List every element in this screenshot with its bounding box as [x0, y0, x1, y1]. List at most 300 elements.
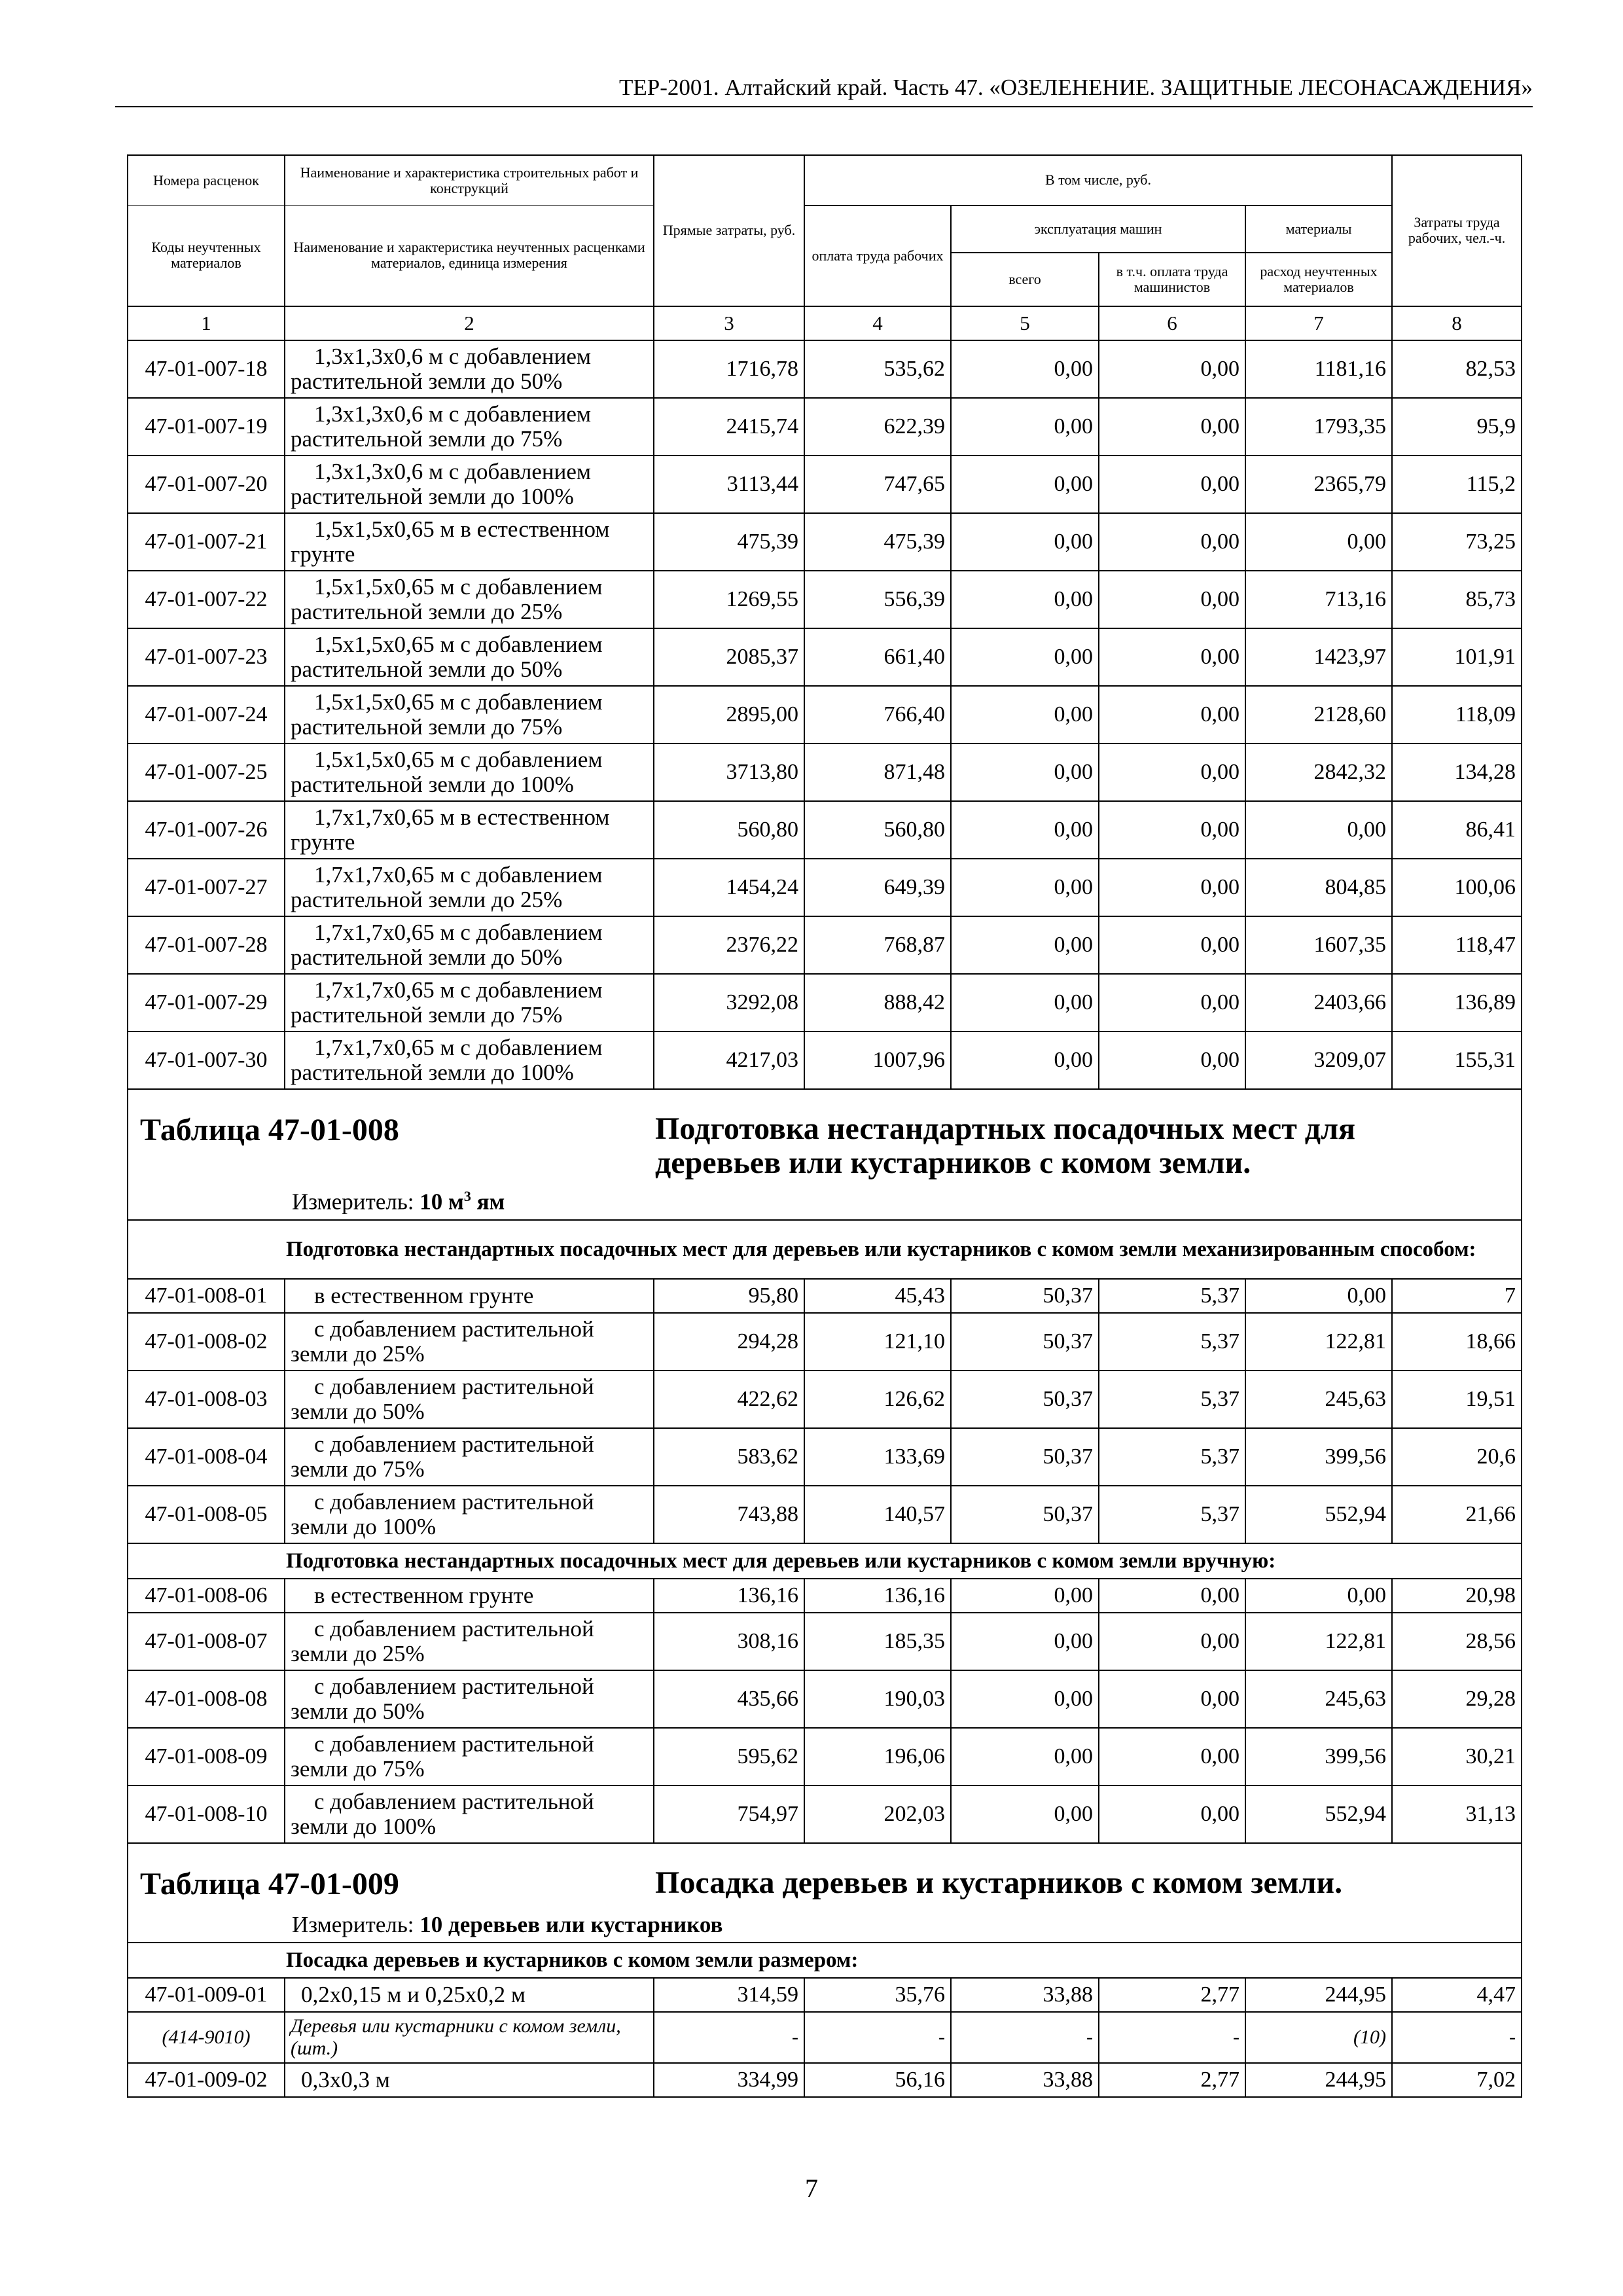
value-cell: 0,00	[951, 801, 1099, 859]
work-name	[285, 571, 654, 628]
value-cell: 121,10	[804, 1313, 951, 1371]
value-cell: 308,16	[654, 1613, 804, 1670]
table-row	[128, 1371, 1522, 1428]
value-cell: 0,00	[951, 974, 1099, 1031]
head-material-names: Наименование и характеристика неучтенных расценками материалов, единица измерения	[285, 206, 654, 306]
value-cell: 399,56	[1245, 1428, 1392, 1486]
work-name-line: 1,7x1,7x0,65 м в естественном	[314, 804, 610, 830]
table-section-header	[128, 1089, 1522, 1220]
rate-code: 47-01-009-02	[128, 2063, 285, 2097]
work-name-line: растительной земли до 25%	[291, 598, 563, 624]
head-direct-costs: Прямые затраты, руб.	[654, 155, 804, 306]
table-description: Посадка деревьев и кустарников с комом земли.	[655, 1865, 1343, 1900]
value-cell: 747,65	[804, 456, 951, 513]
value-cell: 661,40	[804, 628, 951, 686]
work-name-line: земли до 100%	[291, 1813, 437, 1839]
rate-code: 47-01-007-27	[128, 859, 285, 916]
head-machines-total: всего	[951, 253, 1099, 306]
rate-code: 47-01-007-29	[128, 974, 285, 1031]
head-materials: материалы	[1245, 206, 1392, 253]
value-cell: 552,94	[1245, 1486, 1392, 1543]
head-material-codes: Коды неучтенных материалов	[128, 206, 285, 306]
rate-code: 47-01-008-08	[128, 1670, 285, 1728]
work-name-line: земли до 50%	[291, 1698, 425, 1724]
table-row	[128, 340, 1522, 398]
value-cell: 556,39	[804, 571, 951, 628]
table-row	[128, 398, 1522, 456]
work-name-line: растительной земли до 75%	[291, 713, 563, 740]
table-row	[128, 1978, 1522, 2012]
subheading-spacer	[128, 1220, 285, 1279]
work-name	[285, 686, 654, 744]
value-cell: 85,73	[1392, 571, 1522, 628]
measure	[292, 1912, 722, 1938]
measure-label: Измеритель:	[292, 1911, 414, 1937]
value-cell: 136,16	[654, 1579, 804, 1613]
work-name-line: грунте	[291, 829, 355, 855]
work-name-line: с добавлением растительной	[314, 1488, 594, 1515]
value-cell: 122,81	[1245, 1613, 1392, 1670]
value-cell: 140,57	[804, 1486, 951, 1543]
value-cell: 0,00	[951, 916, 1099, 974]
value-cell: 202,03	[804, 1785, 951, 1843]
column-index: 3	[654, 306, 804, 340]
table-row	[128, 2063, 1522, 2097]
value-cell: 196,06	[804, 1728, 951, 1785]
table-row	[128, 1785, 1522, 1843]
value-cell: 133,69	[804, 1428, 951, 1486]
value-cell: 0,00	[1099, 916, 1245, 974]
value-cell: 0,00	[951, 686, 1099, 744]
value-cell: 0,00	[1099, 744, 1245, 801]
section-cell	[128, 1089, 1522, 1220]
running-header: ТЕР-2001. Алтайский край. Часть 47. «ОЗЕЛЕНЕНИЕ. ЗАЩИТНЫЕ ЛЕСОНАСАЖДЕНИЯ»	[115, 73, 1533, 107]
value-cell: 2,77	[1099, 2063, 1245, 2097]
work-name	[285, 1313, 654, 1371]
work-name-line: с добавлением растительной	[314, 1615, 594, 1641]
work-name	[285, 628, 654, 686]
value-cell: 5,37	[1099, 1486, 1245, 1543]
work-name-line: земли до 75%	[291, 1456, 425, 1482]
table-row	[128, 1031, 1522, 1089]
work-name-line: 1,3x1,3x0,6 м с добавлением	[314, 343, 592, 369]
value-cell: 294,28	[654, 1313, 804, 1371]
value-cell: 134,28	[1392, 744, 1522, 801]
head-unaccounted-materials: расход неучтенных материалов	[1245, 253, 1392, 306]
value-cell: 1793,35	[1245, 398, 1392, 456]
work-name-line: растительной земли до 75%	[291, 1001, 563, 1028]
value-cell: 743,88	[654, 1486, 804, 1543]
work-name-line: с добавлением растительной	[314, 1673, 594, 1699]
value-cell: 2128,60	[1245, 686, 1392, 744]
value-cell: 3209,07	[1245, 1031, 1392, 1089]
value-cell: 0,00	[1099, 340, 1245, 398]
work-name	[285, 1371, 654, 1428]
value-cell: 5,37	[1099, 1313, 1245, 1371]
value-cell: 0,00	[1099, 1670, 1245, 1728]
work-name-line: земли до 100%	[291, 1513, 437, 1539]
subheading-row	[128, 1543, 1522, 1579]
value-cell: 245,63	[1245, 1371, 1392, 1428]
work-name: 0,2x0,15 м и 0,25x0,2 м	[285, 1978, 654, 2012]
work-name-line: растительной земли до 25%	[291, 886, 563, 912]
value-cell: 2085,37	[654, 628, 804, 686]
price-table	[127, 154, 1522, 2098]
work-name	[285, 1031, 654, 1089]
work-name	[285, 456, 654, 513]
work-name	[285, 974, 654, 1031]
head-rates: Номера расценок	[128, 155, 285, 206]
work-name-line: грунте	[291, 541, 355, 567]
value-cell: 28,56	[1392, 1613, 1522, 1670]
table-title: Таблица 47-01-008	[140, 1112, 399, 1147]
value-cell: 888,42	[804, 974, 951, 1031]
measure-value: 10 м	[419, 1189, 464, 1215]
table-row	[128, 801, 1522, 859]
work-name	[285, 1486, 654, 1543]
value-cell: 0,00	[1099, 801, 1245, 859]
value-cell: 95,9	[1392, 398, 1522, 456]
value-cell: 0,00	[1245, 1579, 1392, 1613]
rate-code: 47-01-007-24	[128, 686, 285, 744]
value-cell: 244,95	[1245, 1978, 1392, 2012]
work-name-line: растительной земли до 75%	[291, 425, 563, 452]
table-row	[128, 1428, 1522, 1486]
table-row	[128, 744, 1522, 801]
value-cell: 804,85	[1245, 859, 1392, 916]
work-name-line: в естественном грунте	[314, 1282, 534, 1308]
value-cell: 0,00	[951, 1670, 1099, 1728]
rate-code: 47-01-007-22	[128, 571, 285, 628]
subheading-row	[128, 1943, 1522, 1978]
value-cell: 871,48	[804, 744, 951, 801]
rate-code: 47-01-007-28	[128, 916, 285, 974]
work-name-line: с добавлением растительной	[314, 1373, 594, 1399]
column-index: 1	[128, 306, 285, 340]
value-cell: -	[1099, 2012, 1245, 2063]
column-index: 2	[285, 306, 654, 340]
value-cell: 0,00	[1245, 513, 1392, 571]
value-cell: 100,06	[1392, 859, 1522, 916]
value-cell: 1423,97	[1245, 628, 1392, 686]
value-cell: 435,66	[654, 1670, 804, 1728]
work-name-line: 1,7x1,7x0,65 м с добавлением	[314, 977, 603, 1003]
head-worker-pay: оплата труда рабочих	[804, 206, 951, 306]
value-cell: 2895,00	[654, 686, 804, 744]
value-cell: 0,00	[1099, 398, 1245, 456]
work-name	[285, 1279, 654, 1313]
value-cell: 0,00	[951, 744, 1099, 801]
rate-code: 47-01-008-07	[128, 1613, 285, 1670]
work-name	[285, 801, 654, 859]
value-cell: 560,80	[654, 801, 804, 859]
value-cell: -	[951, 2012, 1099, 2063]
value-cell: 5,37	[1099, 1279, 1245, 1313]
work-name-line: растительной земли до 50%	[291, 944, 563, 970]
value-cell: 136,16	[804, 1579, 951, 1613]
value-cell: 3713,80	[654, 744, 804, 801]
value-cell: 0,00	[1099, 1579, 1245, 1613]
value-cell: 56,16	[804, 2063, 951, 2097]
value-cell: 118,09	[1392, 686, 1522, 744]
value-cell: 1716,78	[654, 340, 804, 398]
work-name-line: с добавлением растительной	[314, 1788, 594, 1814]
value-cell: 20,6	[1392, 1428, 1522, 1486]
value-cell: 82,53	[1392, 340, 1522, 398]
column-index: 4	[804, 306, 951, 340]
table-row	[128, 628, 1522, 686]
value-cell: 21,66	[1392, 1486, 1522, 1543]
measure-value: 10 деревьев или кустарников	[419, 1911, 723, 1937]
work-name-line: земли до 25%	[291, 1640, 425, 1666]
value-cell: 0,00	[1099, 513, 1245, 571]
value-cell: 0,00	[1099, 859, 1245, 916]
measure	[292, 1188, 505, 1215]
value-cell: 20,98	[1392, 1579, 1522, 1613]
value-cell: 0,00	[951, 340, 1099, 398]
work-name-line: земли до 75%	[291, 1755, 425, 1782]
material-name: Деревья или кустарники с комом земли, (шт.)	[285, 2012, 654, 2063]
value-cell: 3292,08	[654, 974, 804, 1031]
table-section-header	[128, 1843, 1522, 1943]
table-row	[128, 1579, 1522, 1613]
work-name-line: с добавлением растительной	[314, 1431, 594, 1457]
value-cell: 5,37	[1099, 1428, 1245, 1486]
value-cell: 3113,44	[654, 456, 804, 513]
value-cell: 7,02	[1392, 2063, 1522, 2097]
work-name	[285, 1670, 654, 1728]
value-cell: 18,66	[1392, 1313, 1522, 1371]
rate-code: 47-01-007-30	[128, 1031, 285, 1089]
value-cell: 185,35	[804, 1613, 951, 1670]
value-cell: 754,97	[654, 1785, 804, 1843]
value-cell: 115,2	[1392, 456, 1522, 513]
value-cell: 45,43	[804, 1279, 951, 1313]
value-cell: 101,91	[1392, 628, 1522, 686]
section-cell	[128, 1843, 1522, 1943]
value-cell: 7	[1392, 1279, 1522, 1313]
rate-code: 47-01-008-05	[128, 1486, 285, 1543]
value-cell: 766,40	[804, 686, 951, 744]
table-row	[128, 974, 1522, 1031]
value-cell: 244,95	[1245, 2063, 1392, 2097]
work-name	[285, 916, 654, 974]
value-cell: 190,03	[804, 1670, 951, 1728]
table-row	[128, 1313, 1522, 1371]
value-cell: 0,00	[1099, 1785, 1245, 1843]
value-cell: 622,39	[804, 398, 951, 456]
table-row	[128, 1279, 1522, 1313]
work-name	[285, 398, 654, 456]
value-cell: 535,62	[804, 340, 951, 398]
value-cell: 1007,96	[804, 1031, 951, 1089]
value-cell: 649,39	[804, 859, 951, 916]
rate-code: 47-01-008-09	[128, 1728, 285, 1785]
value-cell: 73,25	[1392, 513, 1522, 571]
value-cell: 552,94	[1245, 1785, 1392, 1843]
value-cell: 2415,74	[654, 398, 804, 456]
value-cell: 399,56	[1245, 1728, 1392, 1785]
value-cell: 713,16	[1245, 571, 1392, 628]
table-row	[128, 1670, 1522, 1728]
value-cell: 2403,66	[1245, 974, 1392, 1031]
rate-code: 47-01-007-23	[128, 628, 285, 686]
rate-code: 47-01-007-19	[128, 398, 285, 456]
work-name-line: 1,3x1,3x0,6 м с добавлением	[314, 458, 592, 484]
value-cell: 0,00	[1099, 686, 1245, 744]
value-cell: 50,37	[951, 1428, 1099, 1486]
work-name-line: растительной земли до 100%	[291, 1059, 574, 1085]
value-cell: -	[1392, 2012, 1522, 2063]
work-name-line: в естественном грунте	[314, 1582, 534, 1608]
value-cell: 155,31	[1392, 1031, 1522, 1089]
value-cell: 122,81	[1245, 1313, 1392, 1371]
work-name	[285, 1728, 654, 1785]
work-name-line: 1,7x1,7x0,65 м с добавлением	[314, 1034, 603, 1060]
measure-sup: 3	[463, 1187, 471, 1204]
material-code: (414-9010)	[128, 2012, 285, 2063]
rate-code: 47-01-007-25	[128, 744, 285, 801]
table-row	[128, 456, 1522, 513]
value-cell: 126,62	[804, 1371, 951, 1428]
measure-unit: ям	[476, 1189, 505, 1215]
value-cell: 33,88	[951, 2063, 1099, 2097]
table-title: Таблица 47-01-009	[140, 1866, 399, 1901]
work-name	[285, 744, 654, 801]
value-cell: 334,99	[654, 2063, 804, 2097]
head-labor-costs: Затраты труда рабочих, чел.-ч.	[1392, 155, 1522, 306]
work-name-line: 1,5x1,5x0,65 м с добавлением	[314, 746, 603, 772]
value-cell: 2842,32	[1245, 744, 1392, 801]
value-cell: 136,89	[1392, 974, 1522, 1031]
head-work-name: Наименование и характеристика строительных работ и конструкций	[285, 155, 654, 206]
work-name-line: 1,3x1,3x0,6 м с добавлением	[314, 401, 592, 427]
measure-label: Измеритель:	[292, 1189, 414, 1215]
value-cell: 0,00	[951, 1728, 1099, 1785]
work-name-line: растительной земли до 50%	[291, 656, 563, 682]
work-name-line: земли до 25%	[291, 1340, 425, 1367]
work-name-line: растительной земли до 100%	[291, 771, 574, 797]
work-name-line: земли до 50%	[291, 1398, 425, 1424]
table-row	[128, 1613, 1522, 1670]
work-name-line: 1,5x1,5x0,65 м в естественном	[314, 516, 610, 542]
column-index: 6	[1099, 306, 1245, 340]
value-cell: -	[804, 2012, 951, 2063]
subheading-row	[128, 1220, 1522, 1279]
value-cell: 2376,22	[654, 916, 804, 974]
work-name-line: с добавлением растительной	[314, 1316, 594, 1342]
rate-code: 47-01-008-06	[128, 1579, 285, 1613]
work-name-line: 1,5x1,5x0,65 м с добавлением	[314, 631, 603, 657]
value-cell: 4,47	[1392, 1978, 1522, 2012]
table-row	[128, 513, 1522, 571]
value-cell: 768,87	[804, 916, 951, 974]
table-row	[128, 1728, 1522, 1785]
head-machines: эксплуатация машин	[951, 206, 1245, 253]
work-name: 0,3x0,3 м	[285, 2063, 654, 2097]
column-index-row	[128, 306, 1522, 340]
work-name-line: 1,7x1,7x0,65 м с добавлением	[314, 919, 603, 945]
work-name	[285, 1428, 654, 1486]
work-name	[285, 340, 654, 398]
value-cell: 0,00	[1099, 1613, 1245, 1670]
table-row	[128, 1486, 1522, 1543]
rate-code: 47-01-008-04	[128, 1428, 285, 1486]
value-cell: 314,59	[654, 1978, 804, 2012]
value-cell: 595,62	[654, 1728, 804, 1785]
column-index: 5	[951, 306, 1099, 340]
value-cell: 50,37	[951, 1313, 1099, 1371]
value-cell: 0,00	[951, 513, 1099, 571]
subheading-spacer	[128, 1943, 285, 1978]
value-cell: 19,51	[1392, 1371, 1522, 1428]
head-machinist-pay: в т.ч. оплата труда машинистов	[1099, 253, 1245, 306]
work-name-line: 1,5x1,5x0,65 м с добавлением	[314, 689, 603, 715]
rate-code: 47-01-008-10	[128, 1785, 285, 1843]
subheading: Посадка деревьев и кустарников с комом земли размером:	[285, 1943, 1522, 1978]
column-index: 7	[1245, 306, 1392, 340]
value-cell: 0,00	[1099, 974, 1245, 1031]
subheading: Подготовка нестандартных посадочных мест для деревьев или кустарников с комом земли вручную:	[285, 1543, 1522, 1579]
table-description: Подготовка нестандартных посадочных мест для деревьев или кустарников с комом земли.	[655, 1111, 1355, 1180]
value-cell: 0,00	[1099, 1728, 1245, 1785]
rate-code: 47-01-008-01	[128, 1279, 285, 1313]
value-cell: 0,00	[1099, 571, 1245, 628]
value-cell: 0,00	[951, 456, 1099, 513]
value-cell: 583,62	[654, 1428, 804, 1486]
value-cell: 0,00	[1245, 1279, 1392, 1313]
head-including: В том числе, руб.	[804, 155, 1392, 206]
value-cell: 1269,55	[654, 571, 804, 628]
value-cell: 0,00	[951, 859, 1099, 916]
value-cell: 422,62	[654, 1371, 804, 1428]
rate-code: 47-01-009-01	[128, 1978, 285, 2012]
rate-code: 47-01-007-26	[128, 801, 285, 859]
value-cell: 0,00	[1245, 801, 1392, 859]
value-cell: 0,00	[951, 571, 1099, 628]
value-cell: 0,00	[951, 628, 1099, 686]
work-name-line: 1,7x1,7x0,65 м с добавлением	[314, 861, 603, 888]
work-name-line: с добавлением растительной	[314, 1731, 594, 1757]
value-cell: 0,00	[951, 398, 1099, 456]
value-cell: 0,00	[1099, 456, 1245, 513]
work-name	[285, 1785, 654, 1843]
value-cell: 0,00	[951, 1579, 1099, 1613]
table-row	[128, 859, 1522, 916]
value-cell: 475,39	[804, 513, 951, 571]
value-cell: 50,37	[951, 1486, 1099, 1543]
value-cell: 1181,16	[1245, 340, 1392, 398]
subheading: Подготовка нестандартных посадочных мест для деревьев или кустарников с комом земли механизированным способом:	[285, 1220, 1522, 1279]
value-cell: 35,76	[804, 1978, 951, 2012]
rate-code: 47-01-008-02	[128, 1313, 285, 1371]
rate-code: 47-01-007-20	[128, 456, 285, 513]
work-name-line: растительной земли до 100%	[291, 483, 574, 509]
value-cell: 4217,03	[654, 1031, 804, 1089]
subheading-spacer	[128, 1543, 285, 1579]
rate-code: 47-01-008-03	[128, 1371, 285, 1428]
value-cell: 2,77	[1099, 1978, 1245, 2012]
value-cell: 33,88	[951, 1978, 1099, 2012]
work-name	[285, 859, 654, 916]
work-name	[285, 513, 654, 571]
value-cell: 1607,35	[1245, 916, 1392, 974]
value-cell: 0,00	[1099, 628, 1245, 686]
work-name-line: 1,5x1,5x0,65 м с добавлением	[314, 573, 603, 600]
table-row	[128, 916, 1522, 974]
value-cell: 50,37	[951, 1279, 1099, 1313]
value-cell: 95,80	[654, 1279, 804, 1313]
